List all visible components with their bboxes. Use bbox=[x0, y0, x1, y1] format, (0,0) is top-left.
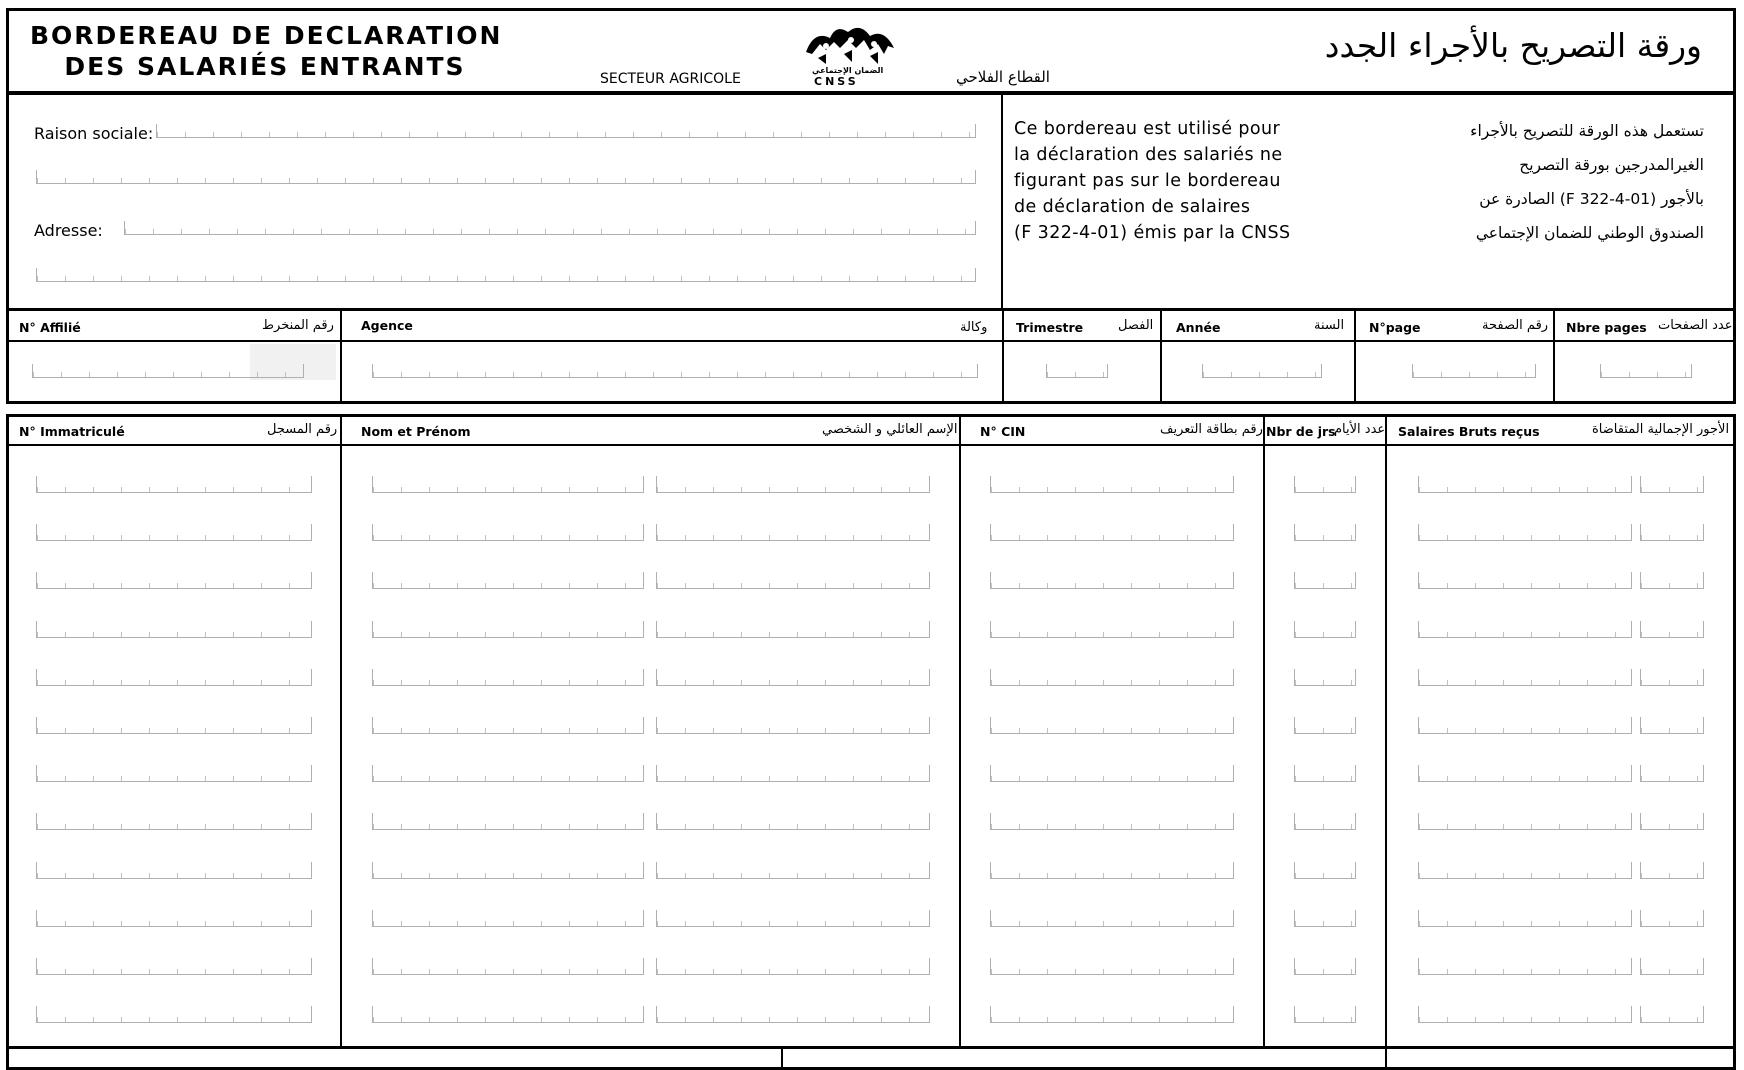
jours-field[interactable] bbox=[1294, 958, 1356, 975]
jours-field[interactable] bbox=[1294, 669, 1356, 686]
jours-field[interactable] bbox=[1294, 476, 1356, 493]
info-label-rule bbox=[8, 340, 1734, 342]
col-header-nom-ar: الإسم العائلي و الشخصي bbox=[822, 422, 958, 437]
raison-sociale-label: Raison sociale: bbox=[34, 124, 154, 143]
table-divider bbox=[959, 416, 961, 1048]
sector-fr: SECTEUR AGRICOLE bbox=[600, 71, 741, 87]
salaire-field-2[interactable] bbox=[1640, 717, 1704, 734]
cin-field[interactable] bbox=[990, 813, 1234, 830]
jours-field[interactable] bbox=[1294, 910, 1356, 927]
cin-field[interactable] bbox=[990, 910, 1234, 927]
salaire-field-1[interactable] bbox=[1418, 958, 1632, 975]
salaire-field-1[interactable] bbox=[1418, 621, 1632, 638]
salaire-field-2[interactable] bbox=[1640, 958, 1704, 975]
raison-sociale-field[interactable] bbox=[156, 124, 976, 138]
cin-field[interactable] bbox=[990, 765, 1234, 782]
nom-field-1[interactable] bbox=[372, 621, 644, 638]
note-fr-line: (F 322-4-01) émis par la CNSS bbox=[1014, 223, 1291, 243]
immatricule-field[interactable] bbox=[36, 524, 312, 541]
cin-field[interactable] bbox=[990, 524, 1234, 541]
info-label-annee: Année bbox=[1176, 320, 1221, 335]
col-header-nom: Nom et Prénom bbox=[361, 424, 471, 439]
note-fr bbox=[1014, 116, 1291, 246]
agence-field[interactable] bbox=[372, 364, 978, 378]
raison-sociale-field-2[interactable] bbox=[36, 170, 976, 184]
info-divider bbox=[1553, 309, 1555, 402]
nom-field-2[interactable] bbox=[656, 1006, 930, 1023]
table-header-rule bbox=[8, 444, 1734, 446]
salaire-field-2[interactable] bbox=[1640, 524, 1704, 541]
cin-field[interactable] bbox=[990, 621, 1234, 638]
note-ar bbox=[1374, 114, 1704, 250]
title-ar: ورقة التصريح بالأجراء الجدد bbox=[1324, 26, 1702, 65]
nom-field-1[interactable] bbox=[372, 765, 644, 782]
nom-field-1[interactable] bbox=[372, 572, 644, 589]
adresse-field-2[interactable] bbox=[36, 268, 976, 282]
note-fr-line: de déclaration de salaires bbox=[1014, 197, 1251, 217]
info-label-nbrepages: Nbre pages bbox=[1566, 320, 1647, 335]
logo-text-ar: الضمان الإجتماعي bbox=[812, 66, 884, 75]
salaire-field-1[interactable] bbox=[1418, 717, 1632, 734]
cin-field[interactable] bbox=[990, 862, 1234, 879]
title-fr-line1: BORDEREAU DE DECLARATION bbox=[30, 21, 503, 50]
salaire-field-2[interactable] bbox=[1640, 765, 1704, 782]
nom-field-1[interactable] bbox=[372, 524, 644, 541]
employer-divider bbox=[1001, 94, 1003, 310]
affilie-field[interactable] bbox=[32, 364, 304, 378]
col-header-cin-ar: رقم بطاقة التعريف bbox=[1160, 422, 1263, 437]
col-header-salaires-ar: الأجور الإجمالية المتقاضاة bbox=[1592, 422, 1730, 437]
salaire-field-2[interactable] bbox=[1640, 476, 1704, 493]
info-label-trimestre: Trimestre bbox=[1016, 320, 1084, 335]
salaire-field-2[interactable] bbox=[1640, 1006, 1704, 1023]
salaire-field-1[interactable] bbox=[1418, 910, 1632, 927]
nom-field-1[interactable] bbox=[372, 1006, 644, 1023]
nom-field-2[interactable] bbox=[656, 524, 930, 541]
immatricule-field[interactable] bbox=[36, 572, 312, 589]
cin-field[interactable] bbox=[990, 476, 1234, 493]
nom-field-1[interactable] bbox=[372, 476, 644, 493]
salaire-field-2[interactable] bbox=[1640, 669, 1704, 686]
info-label-npage: N°page bbox=[1369, 320, 1421, 335]
note-fr-line: la déclaration des salariés ne bbox=[1014, 145, 1283, 165]
title-fr-line2: DES SALARIÉS ENTRANTS bbox=[64, 52, 466, 81]
jours-field[interactable] bbox=[1294, 862, 1356, 879]
nom-field-1[interactable] bbox=[372, 862, 644, 879]
nom-field-2[interactable] bbox=[656, 862, 930, 879]
cnss-logo bbox=[796, 14, 900, 90]
note-ar-line: بالأجور (F 322-4-01) الصادرة عن bbox=[1479, 190, 1704, 208]
jours-field[interactable] bbox=[1294, 524, 1356, 541]
cin-field[interactable] bbox=[990, 572, 1234, 589]
col-header-salaires: Salaires Bruts reçus bbox=[1398, 424, 1540, 439]
info-divider bbox=[1160, 309, 1162, 402]
table-divider bbox=[340, 416, 342, 1048]
table-divider bbox=[1263, 416, 1265, 1048]
salaire-field-1[interactable] bbox=[1418, 669, 1632, 686]
info-label-annee-ar: السنة bbox=[1314, 318, 1345, 333]
salaire-field-2[interactable] bbox=[1640, 572, 1704, 589]
note-ar-line: تستعمل هذه الورقة للتصريح بالأجراء bbox=[1470, 122, 1704, 140]
nbrepages-field[interactable] bbox=[1600, 364, 1692, 378]
jours-field[interactable] bbox=[1294, 572, 1356, 589]
nom-field-1[interactable] bbox=[372, 910, 644, 927]
jours-field[interactable] bbox=[1294, 813, 1356, 830]
salaire-field-1[interactable] bbox=[1418, 572, 1632, 589]
salaire-field-1[interactable] bbox=[1418, 862, 1632, 879]
immatricule-field[interactable] bbox=[36, 1006, 312, 1023]
info-label-npage-ar: رقم الصفحة bbox=[1482, 318, 1549, 333]
immatricule-field[interactable] bbox=[36, 862, 312, 879]
immatricule-field[interactable] bbox=[36, 910, 312, 927]
col-header-immatricule-ar: رقم المسجل bbox=[267, 422, 338, 437]
adresse-field[interactable] bbox=[124, 221, 976, 235]
immatricule-field[interactable] bbox=[36, 669, 312, 686]
nom-field-2[interactable] bbox=[656, 621, 930, 638]
nom-field-1[interactable] bbox=[372, 717, 644, 734]
col-header-cin: N° CIN bbox=[980, 424, 1026, 439]
nom-field-2[interactable] bbox=[656, 958, 930, 975]
nom-field-2[interactable] bbox=[656, 910, 930, 927]
annee-field[interactable] bbox=[1202, 364, 1322, 378]
salaire-field-2[interactable] bbox=[1640, 813, 1704, 830]
nom-field-1[interactable] bbox=[372, 958, 644, 975]
cin-field[interactable] bbox=[990, 958, 1234, 975]
nom-field-1[interactable] bbox=[372, 813, 644, 830]
immatricule-field[interactable] bbox=[36, 813, 312, 830]
nom-field-1[interactable] bbox=[372, 669, 644, 686]
immatricule-field[interactable] bbox=[36, 958, 312, 975]
immatricule-field[interactable] bbox=[36, 765, 312, 782]
nom-field-2[interactable] bbox=[656, 717, 930, 734]
note-ar-line: الغيرالمدرجين بورقة التصريح bbox=[1519, 156, 1704, 174]
nom-field-2[interactable] bbox=[656, 765, 930, 782]
npage-field[interactable] bbox=[1412, 364, 1536, 378]
salaire-field-2[interactable] bbox=[1640, 910, 1704, 927]
info-divider bbox=[1002, 309, 1004, 402]
info-label-nbrepages-ar: عدد الصفحات bbox=[1658, 318, 1733, 333]
table-bottom-rule bbox=[8, 1046, 1734, 1049]
table-divider bbox=[1385, 416, 1387, 1048]
logo-text: CNSS bbox=[814, 75, 859, 88]
nom-field-2[interactable] bbox=[656, 476, 930, 493]
info-top-rule bbox=[8, 308, 1734, 311]
salaire-field-1[interactable] bbox=[1418, 476, 1632, 493]
sector-ar: القطاع الفلاحي bbox=[956, 68, 1050, 86]
trimestre-field[interactable] bbox=[1046, 364, 1108, 378]
table-footer-divider bbox=[781, 1048, 783, 1068]
jours-field[interactable] bbox=[1294, 621, 1356, 638]
cin-field[interactable] bbox=[990, 669, 1234, 686]
info-label-agence: Agence bbox=[361, 318, 413, 333]
salaire-field-2[interactable] bbox=[1640, 862, 1704, 879]
nom-field-2[interactable] bbox=[656, 813, 930, 830]
immatricule-field[interactable] bbox=[36, 476, 312, 493]
title-fr bbox=[30, 20, 503, 82]
nom-field-2[interactable] bbox=[656, 669, 930, 686]
salaire-field-1[interactable] bbox=[1418, 813, 1632, 830]
table-footer-divider bbox=[1385, 1048, 1387, 1068]
adresse-label: Adresse: bbox=[34, 221, 103, 240]
immatricule-field[interactable] bbox=[36, 717, 312, 734]
col-header-jours: Nbr de jrs bbox=[1266, 424, 1336, 439]
salaire-field-2[interactable] bbox=[1640, 621, 1704, 638]
info-label-agence-ar: وكالة bbox=[960, 320, 988, 335]
note-fr-line: figurant pas sur le bordereau bbox=[1014, 171, 1281, 191]
info-divider bbox=[340, 309, 342, 402]
note-ar-line: الصندوق الوطني للضمان الإجتماعي bbox=[1475, 224, 1704, 242]
jours-field[interactable] bbox=[1294, 1006, 1356, 1023]
jours-field[interactable] bbox=[1294, 765, 1356, 782]
nom-field-2[interactable] bbox=[656, 572, 930, 589]
cin-field[interactable] bbox=[990, 717, 1234, 734]
info-label-trimestre-ar: الفصل bbox=[1118, 318, 1154, 333]
jours-field[interactable] bbox=[1294, 717, 1356, 734]
cin-field[interactable] bbox=[990, 1006, 1234, 1023]
note-fr-line: Ce bordereau est utilisé pour bbox=[1014, 119, 1281, 139]
col-header-jours-ar: عدد الأيام bbox=[1334, 422, 1386, 437]
salaire-field-1[interactable] bbox=[1418, 1006, 1632, 1023]
immatricule-field[interactable] bbox=[36, 621, 312, 638]
col-header-immatricule: N° Immatriculé bbox=[19, 424, 125, 439]
salaire-field-1[interactable] bbox=[1418, 765, 1632, 782]
salaire-field-1[interactable] bbox=[1418, 524, 1632, 541]
info-label-affilie-ar: رقم المنخرط bbox=[262, 318, 334, 333]
info-divider bbox=[1354, 309, 1356, 402]
info-label-affilie: N° Affilié bbox=[19, 320, 81, 335]
